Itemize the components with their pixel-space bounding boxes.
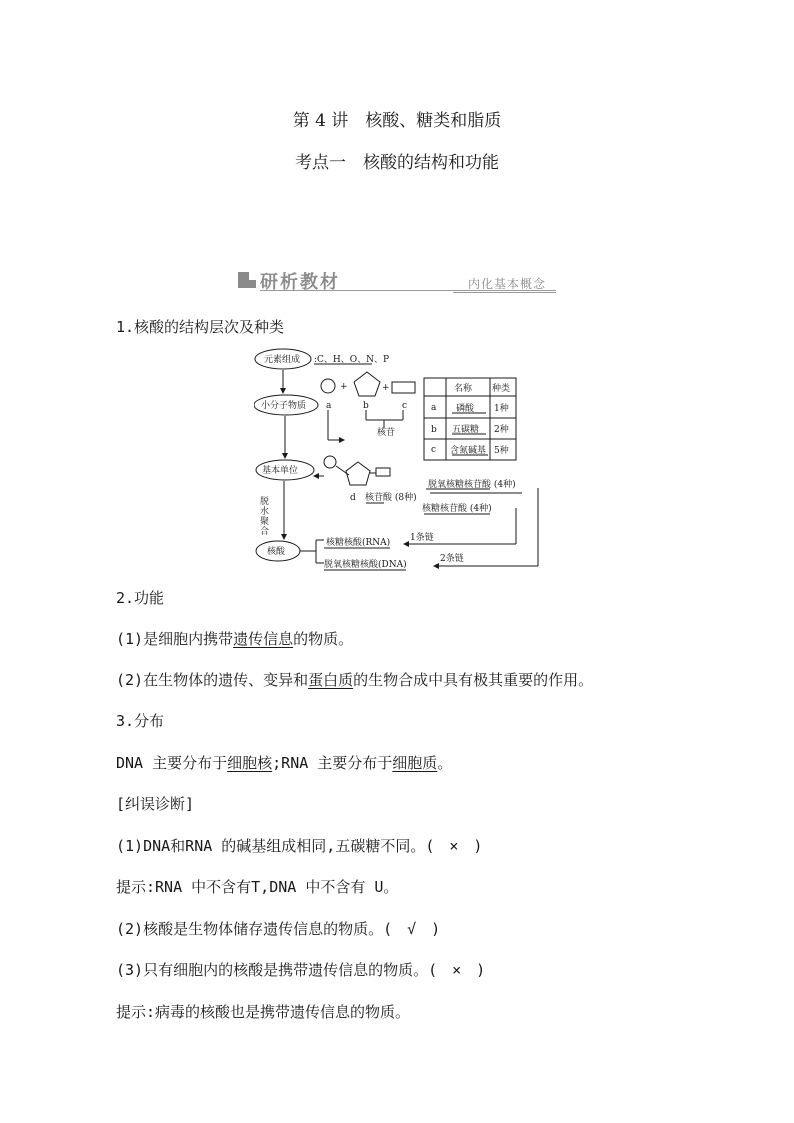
banner-icon	[238, 272, 256, 288]
nucleotide-base-icon	[376, 468, 390, 476]
table-row-key: b	[431, 425, 437, 435]
section-title: 考点一 核酸的结构和功能	[295, 153, 499, 173]
one-chain-label: 1条链	[410, 533, 434, 543]
basic-unit-label: 基本单位	[262, 466, 299, 476]
function-item-1: (1)是细胞内携带遗传信息的物质。	[116, 630, 354, 648]
table-row-count: 1种	[494, 404, 509, 414]
dehydration-label: 脱水聚合	[258, 496, 268, 536]
label-c: c	[402, 401, 408, 411]
nucleoside-label: 核苷	[377, 428, 396, 438]
table-row-key: c	[431, 445, 437, 455]
nucleic-acid-diagram	[254, 348, 544, 574]
nucleotide-label: 核苷酸 (8种)	[365, 493, 417, 503]
plus-sign: +	[340, 382, 348, 392]
banner-heading: 研析教材	[260, 272, 340, 293]
nucleotide-phosphate-icon	[324, 456, 336, 468]
plus-sign: +	[382, 383, 390, 393]
pentose-icon	[354, 372, 380, 396]
lecture-title: 第 4 讲 核酸、糖类和脂质	[292, 111, 502, 131]
diagnosis-q3: (3)只有细胞内的核酸是携带遗传信息的物质。( × )	[116, 961, 486, 979]
small-molecules-label: 小分子物质	[261, 401, 307, 411]
table-row-name: 含氮碱基	[450, 446, 487, 456]
nucleic-acid-label: 核酸	[267, 547, 286, 557]
table-row-count: 2种	[494, 425, 509, 435]
label-d: d	[350, 493, 356, 503]
banner-rule	[260, 290, 556, 291]
banner-subheading: 内化基本概念	[467, 277, 546, 291]
section-banner	[238, 268, 556, 294]
dna-label: 脱氧核糖核酸(DNA)	[324, 560, 407, 570]
table-row-count: 5种	[494, 446, 509, 456]
function-item-2: (2)在生物体的遗传、变异和蛋白质的生物合成中具有极其重要的作用。	[116, 671, 594, 689]
diagnosis-q2: (2)核酸是生物体储存遗传信息的物质。( √ )	[116, 920, 441, 938]
table-row-name: 磷酸	[456, 404, 475, 414]
phosphate-icon	[321, 379, 335, 393]
label-a: a	[326, 401, 332, 411]
diagnosis-heading: [纠误诊断]	[116, 795, 195, 813]
banner-rule-2	[453, 292, 556, 293]
diagnosis-q1: (1)DNA和RNA 的碱基组成相同,五碳糖不同。( × )	[116, 837, 483, 855]
deoxy-nucleotide-label: 脱氧核糖核苷酸 (4种)	[428, 480, 516, 490]
elements-label: :C、H、O、N、P	[314, 355, 390, 365]
table-row-key: a	[431, 403, 437, 413]
diagnosis-hint-3: 提示:病毒的核酸也是携带遗传信息的物质。	[116, 1003, 411, 1021]
table-header-name: 名称	[454, 384, 473, 394]
rna-label: 核糖核酸(RNA)	[326, 538, 391, 548]
function-heading: 2.功能	[116, 589, 165, 607]
two-chain-label: 2条链	[440, 554, 464, 564]
distribution-text: DNA 主要分布于细胞核;RNA 主要分布于细胞质。	[116, 754, 453, 772]
structure-heading: 1.核酸的结构层次及种类	[116, 318, 285, 336]
nucleotide-pentose-icon	[346, 462, 370, 485]
table-header-count: 种类	[492, 384, 511, 394]
ribo-nucleotide-label: 核糖核苷酸 (4种)	[422, 504, 492, 514]
table-row-name: 五碳糖	[452, 425, 480, 435]
label-b: b	[363, 401, 369, 411]
elements-box-label: 元素组成	[264, 355, 301, 365]
base-icon	[392, 382, 415, 393]
distribution-heading: 3.分布	[116, 712, 165, 730]
diagnosis-hint-1: 提示:RNA 中不含有T,DNA 中不含有 U。	[116, 878, 399, 896]
